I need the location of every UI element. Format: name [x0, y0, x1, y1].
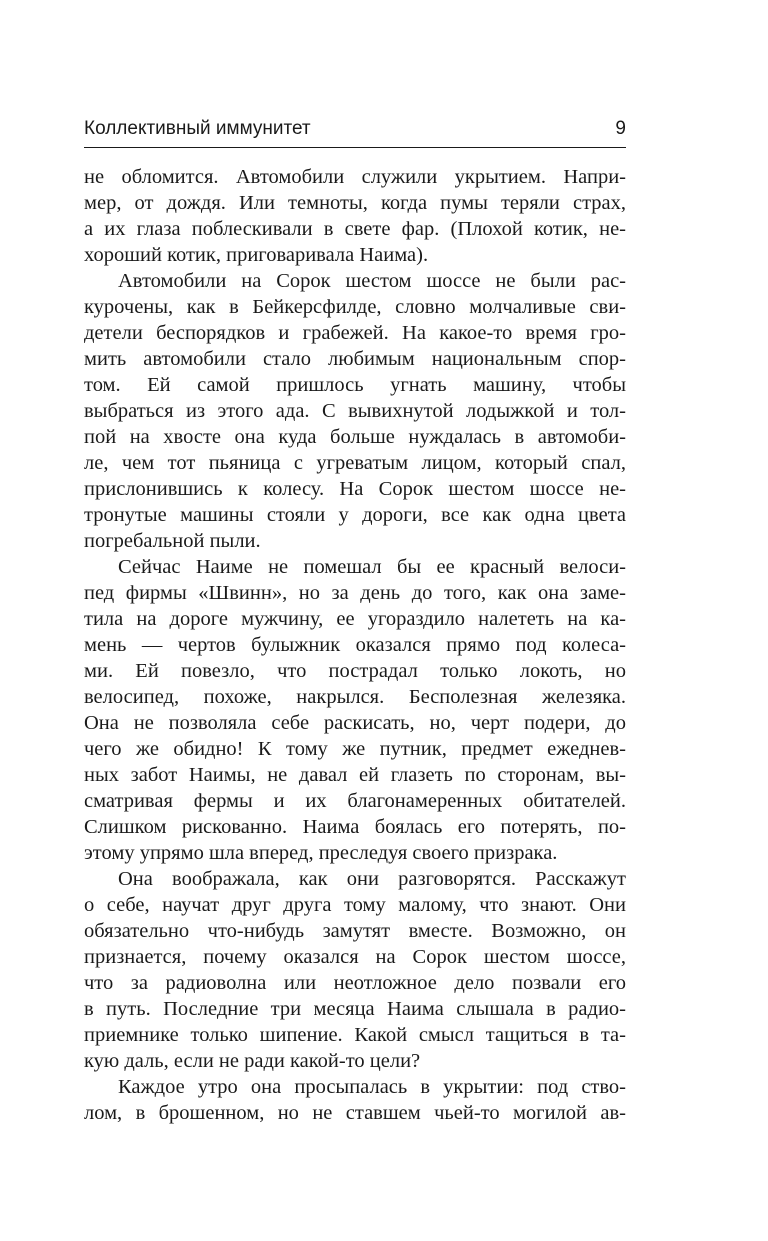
text-line: Каждое утро она просыпалась в укрытии: под ство-	[118, 1076, 626, 1098]
text-line: Она не позволяла себе раскисать, но, черт подери, до	[84, 712, 626, 734]
text-line: кую даль, если не ради какой-то цели?	[84, 1050, 421, 1072]
text-line: а их глаза поблескивали в свете фар. (Плохой котик, не-	[84, 218, 626, 240]
text-line: курочены, как в Бейкерсфилде, словно молчаливые сви-	[84, 296, 626, 318]
text-line: Слишком рискованно. Наима боялась его потерять, по-	[84, 816, 626, 838]
text-line: пед фирмы «Швинн», но за день до того, как она заме-	[84, 582, 626, 604]
page-header	[84, 116, 626, 146]
text-line: прислонившись к колесу. На Сорок шестом шоссе не-	[84, 478, 626, 500]
text-line: погребальной пыли.	[84, 530, 261, 552]
text-line: Автомобили на Сорок шестом шоссе не были рас-	[118, 270, 626, 292]
text-line: обязательно что-нибудь замутят вместе. Возможно, он	[84, 920, 626, 942]
text-line: Она воображала, как они разговорятся. Расскажут	[118, 868, 626, 890]
text-line: мер, от дождя. Или темноты, когда пумы теряли страх,	[84, 192, 626, 214]
text-line: чего же обидно! К тому же путник, предмет ежеднев-	[84, 738, 626, 760]
text-line: тила на дороге мужчину, ее угораздило налететь на ка-	[84, 608, 626, 630]
text-line: не обломится. Автомобили служили укрытием. Напри-	[84, 166, 626, 188]
text-line: мень — чертов булыжник оказался прямо под колеса-	[84, 634, 626, 656]
text-line: Сейчас Наиме не помешал бы ее красный велоси-	[118, 556, 626, 578]
text-line: в путь. Последние три месяца Наима слышала в радио-	[84, 998, 626, 1020]
text-line: лом, в брошенном, но не ставшем чьей-то могилой ав-	[84, 1102, 626, 1124]
header-rule	[84, 147, 626, 148]
text-line: что за радиоволна или неотложное дело позвали его	[84, 972, 626, 994]
text-line: том. Ей самой пришлось угнать машину, чтобы	[84, 374, 626, 396]
text-line: этому упрямо шла вперед, преследуя своего призрака.	[84, 842, 558, 864]
text-line: пой на хвосте она куда больше нуждалась в автомоби-	[84, 426, 626, 448]
paragraph	[84, 268, 626, 554]
paragraph	[84, 866, 626, 1074]
text-line: велосипед, похоже, накрылся. Бесполезная железяка.	[84, 686, 626, 708]
text-line: выбраться из этого ада. С вывихнутой лодыжкой и тол-	[84, 400, 626, 422]
text-line: детели беспорядков и грабежей. На какое-то время гро-	[84, 322, 626, 344]
running-title: Коллективный иммунитет	[84, 118, 311, 139]
text-line: признается, почему оказался на Сорок шестом шоссе,	[84, 946, 626, 968]
page-number: 9	[615, 118, 626, 139]
text-line: ных забот Наимы, не давал ей глазеть по сторонам, вы-	[84, 764, 626, 786]
paragraph	[84, 1074, 626, 1126]
body-text	[84, 164, 626, 1126]
paragraph	[84, 164, 626, 268]
text-line: о себе, научат друг друга тому малому, что знают. Они	[84, 894, 626, 916]
text-line: ле, чем тот пьяница с угреватым лицом, который спал,	[84, 452, 626, 474]
text-line: сматривая фермы и их благонамеренных обитателей.	[84, 790, 626, 812]
text-line: ми. Ей повезло, что пострадал только локоть, но	[84, 660, 626, 682]
text-line: мить автомобили стало любимым национальным спор-	[84, 348, 626, 370]
text-line: приемнике только шипение. Какой смысл тащиться в та-	[84, 1024, 626, 1046]
paragraph	[84, 554, 626, 866]
text-line: тронутые машины стояли у дороги, все как одна цвета	[84, 504, 626, 526]
text-line: хороший котик, приговаривала Наима).	[84, 244, 429, 266]
